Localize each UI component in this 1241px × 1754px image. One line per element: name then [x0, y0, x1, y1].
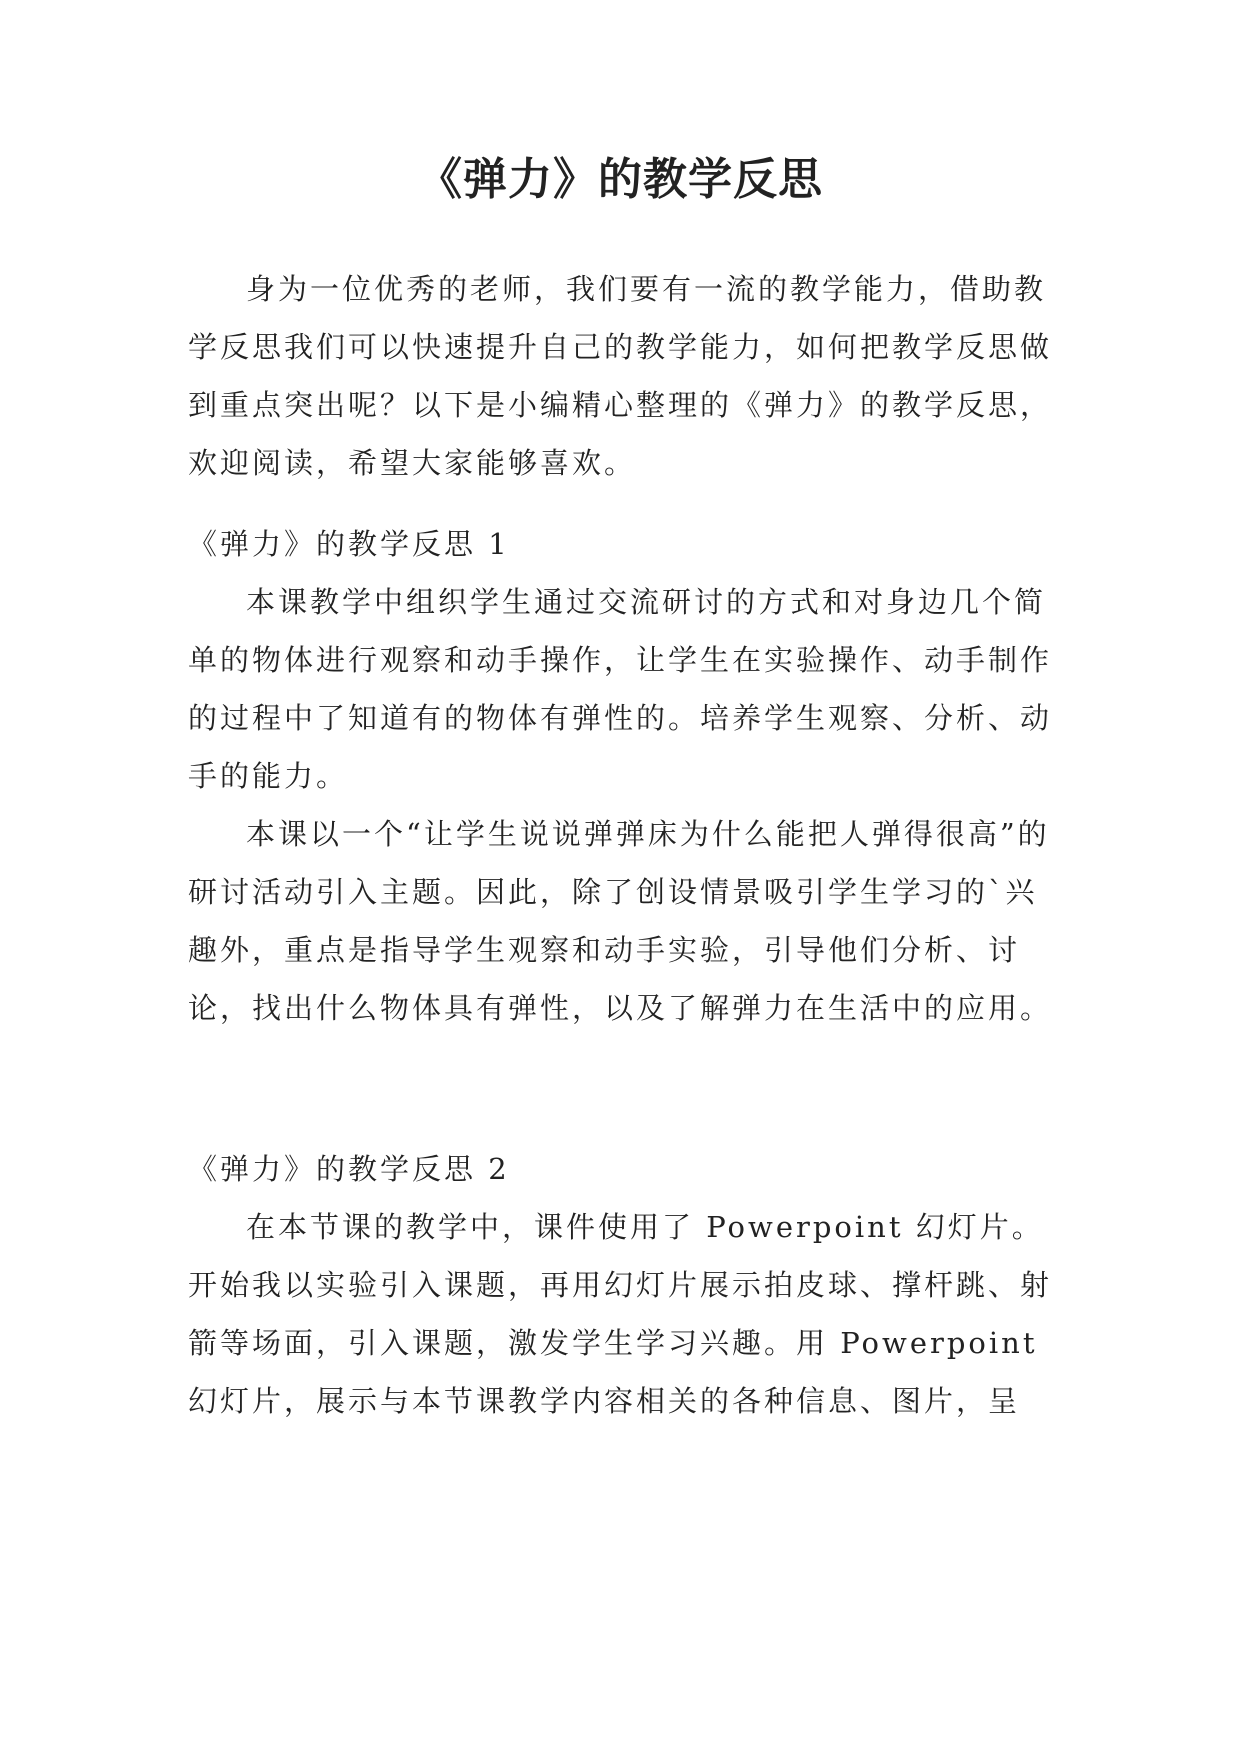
section-1-heading: 《弹力》的教学反思 1	[188, 527, 510, 561]
section-1-paragraph-2: 本课以一个“让学生说说弹弹床为什么能把人弹得很高”的研讨活动引入主题。因此，除了创设情景吸引学生学习的`兴趣外，重点是指导学生观察和动手实验，引导他们分析、讨论，找出什么物体具有弹性，以及了解弹力在生活中的应用。	[188, 817, 1053, 1025]
section-2-heading: 《弹力》的教学反思 2	[188, 1152, 510, 1186]
page-title: 《弹力》的教学反思	[418, 154, 823, 205]
section-1-paragraph-1: 本课教学中组织学生通过交流研讨的方式和对身边几个简单的物体进行观察和动手操作，让学生在实验操作、动手制作的过程中了知道有的物体有弹性的。培养学生观察、分析、动手的能力。	[188, 585, 1053, 793]
section-2	[188, 1140, 1058, 1430]
intro-block	[188, 260, 1058, 492]
intro-paragraph: 身为一位优秀的老师，我们要有一流的教学能力，借助教学反思我们可以快速提升自己的教学能力，如何把教学反思做到重点突出呢？以下是小编精心整理的《弹力》的教学反思，欢迎阅读，希望大家能够喜欢。	[188, 272, 1053, 480]
section-2-paragraph-1: 在本节课的教学中，课件使用了 Powerpoint 幻灯片。开始我以实验引入课题，再用幻灯片展示拍皮球、撑杆跳、射箭等场面，引入课题，激发学生学习兴趣。用 Powerpoint 幻灯片，展示与本节课教学内容相关的各种信息、图片，呈	[188, 1210, 1053, 1418]
section-1	[188, 515, 1058, 1037]
